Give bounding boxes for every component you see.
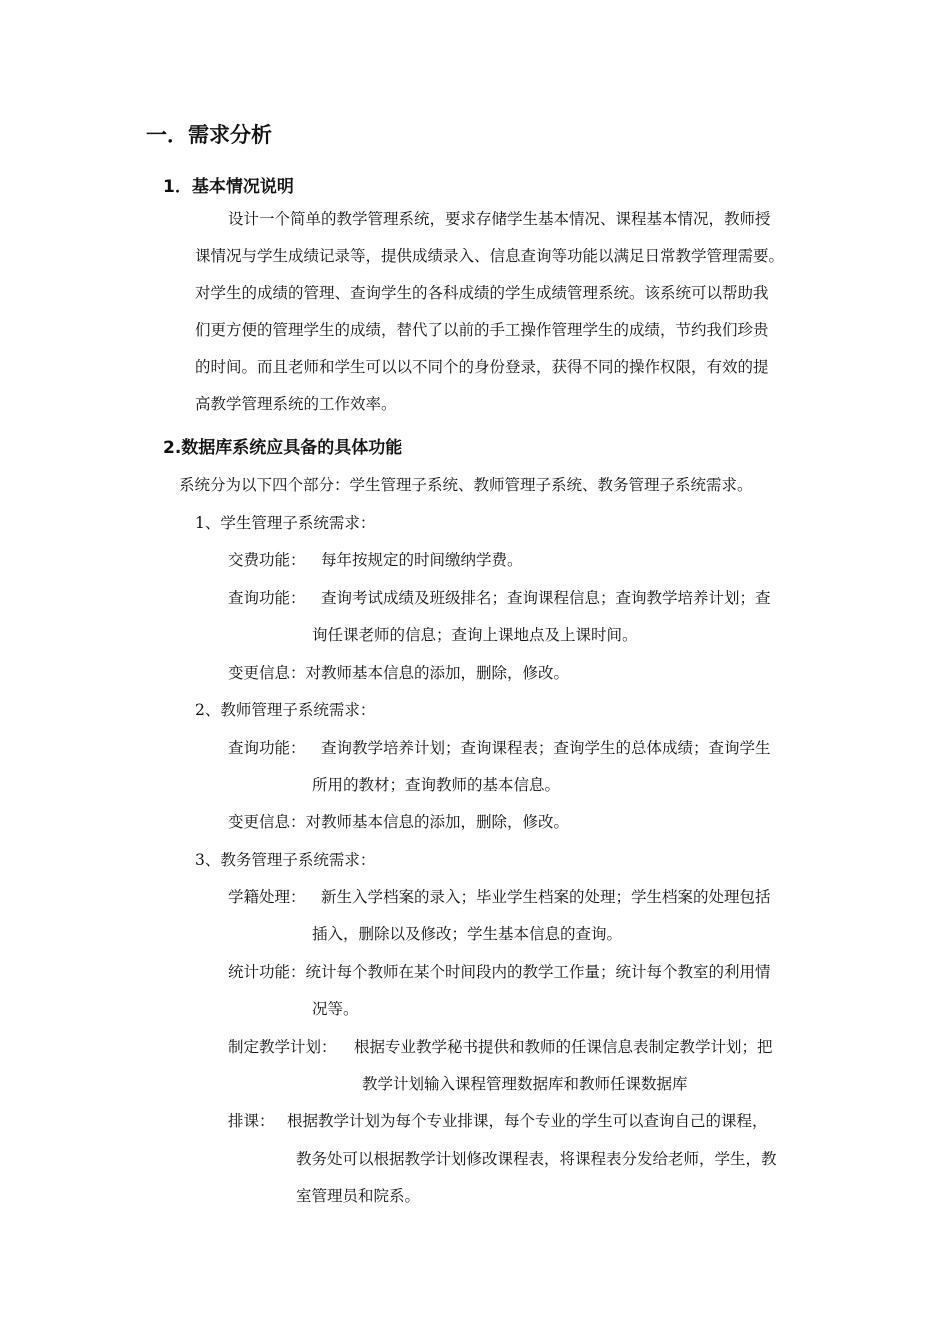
item-text: 查询考试成绩及班级排名；查询课程信息；查询教学培养计划；查 — [321, 589, 771, 607]
student-subsystem-heading: 1、学生管理子系统需求： — [195, 514, 376, 532]
item-label: 制定教学计划： — [228, 1038, 337, 1056]
teacher-query-item — [228, 736, 771, 758]
item-label: 查询功能： — [228, 589, 306, 607]
records-item-continued: 插入，删除以及修改；学生基本信息的查询。 — [312, 925, 623, 943]
item-label: 查询功能： — [228, 739, 306, 757]
academic-affairs-subsystem-heading: 3、教务管理子系统需求： — [195, 851, 376, 869]
student-query-item — [228, 586, 771, 608]
item-text: 统计每个教师在某个时间段内的教学工作量；统计每个教室的利用情 — [305, 963, 771, 981]
item-text: 对教师基本信息的添加，删除，修改。 — [305, 813, 570, 831]
item-label: 统计功能： — [228, 963, 306, 981]
teacher-change-item — [228, 810, 569, 832]
item-text: 根据专业教学秘书提供和教师的任课信息表制定教学计划；把 — [354, 1038, 773, 1056]
paragraph-line: 课情况与学生成绩记录等，提供成绩录入、信息查询等功能以满足日常教学管理需要。 — [195, 247, 785, 265]
item-label: 学籍处理： — [228, 888, 306, 906]
schedule-item — [228, 1109, 768, 1131]
subsection-title-basic-info: 1．基本情况说明 — [163, 177, 294, 197]
student-fee-item — [228, 548, 523, 570]
subsection-title-functions: 2.数据库系统应具备的具体功能 — [163, 438, 403, 458]
section-title: 一．需求分析 — [146, 123, 272, 147]
schedule-item-continued: 教务处可以根据教学计划修改课程表，将课程表分发给老师，学生，教 — [296, 1150, 777, 1168]
item-text: 根据教学计划为每个专业排课，每个专业的学生可以查询自己的课程， — [287, 1112, 768, 1130]
paragraph-line: 们更方便的管理学生的成绩，替代了以前的手工操作管理学生的成绩，节约我们珍贵 — [195, 321, 769, 339]
item-text: 对教师基本信息的添加，删除，修改。 — [305, 664, 570, 682]
teacher-subsystem-heading: 2、教师管理子系统需求： — [195, 701, 376, 719]
item-text: 查询教学培养计划；查询课程表；查询学生的总体成绩；查询学生 — [321, 739, 771, 757]
item-text: 每年按规定的时间缴纳学费。 — [321, 551, 523, 569]
item-label: 变更信息： — [228, 664, 306, 682]
records-item — [228, 885, 771, 907]
stats-item-continued: 况等。 — [312, 1000, 359, 1018]
item-label: 交费功能： — [228, 551, 306, 569]
item-label: 变更信息： — [228, 813, 306, 831]
paragraph-line: 高教学管理系统的工作效率。 — [195, 395, 397, 413]
plan-item-continued: 教学计划输入课程管理数据库和教师任课数据库 — [362, 1075, 688, 1093]
functions-intro: 系统分为以下四个部分：学生管理子系统、教师管理子系统、教务管理子系统需求。 — [179, 476, 753, 494]
paragraph-line: 对学生的成绩的管理、查询学生的各科成绩的学生成绩管理系统。该系统可以帮助我 — [195, 284, 769, 302]
student-change-item — [228, 661, 569, 683]
plan-item — [228, 1035, 773, 1057]
schedule-item-continued: 室管理员和院系。 — [296, 1187, 421, 1205]
paragraph-line: 的时间。而且老师和学生可以以不同个的身份登录，获得不同的操作权限，有效的提 — [195, 358, 769, 376]
item-label: 排课： — [228, 1112, 275, 1130]
teacher-query-item-continued: 所用的教材；查询教师的基本信息。 — [312, 776, 561, 794]
item-text: 新生入学档案的录入；毕业学生档案的处理；学生档案的处理包括 — [321, 888, 771, 906]
basic-info-paragraph — [195, 201, 810, 423]
stats-item — [228, 960, 771, 982]
paragraph-line: 设计一个简单的教学管理系统，要求存储学生基本情况、课程基本情况，教师授 — [228, 210, 771, 228]
student-query-item-continued: 询任课老师的信息；查询上课地点及上课时间。 — [312, 626, 638, 644]
